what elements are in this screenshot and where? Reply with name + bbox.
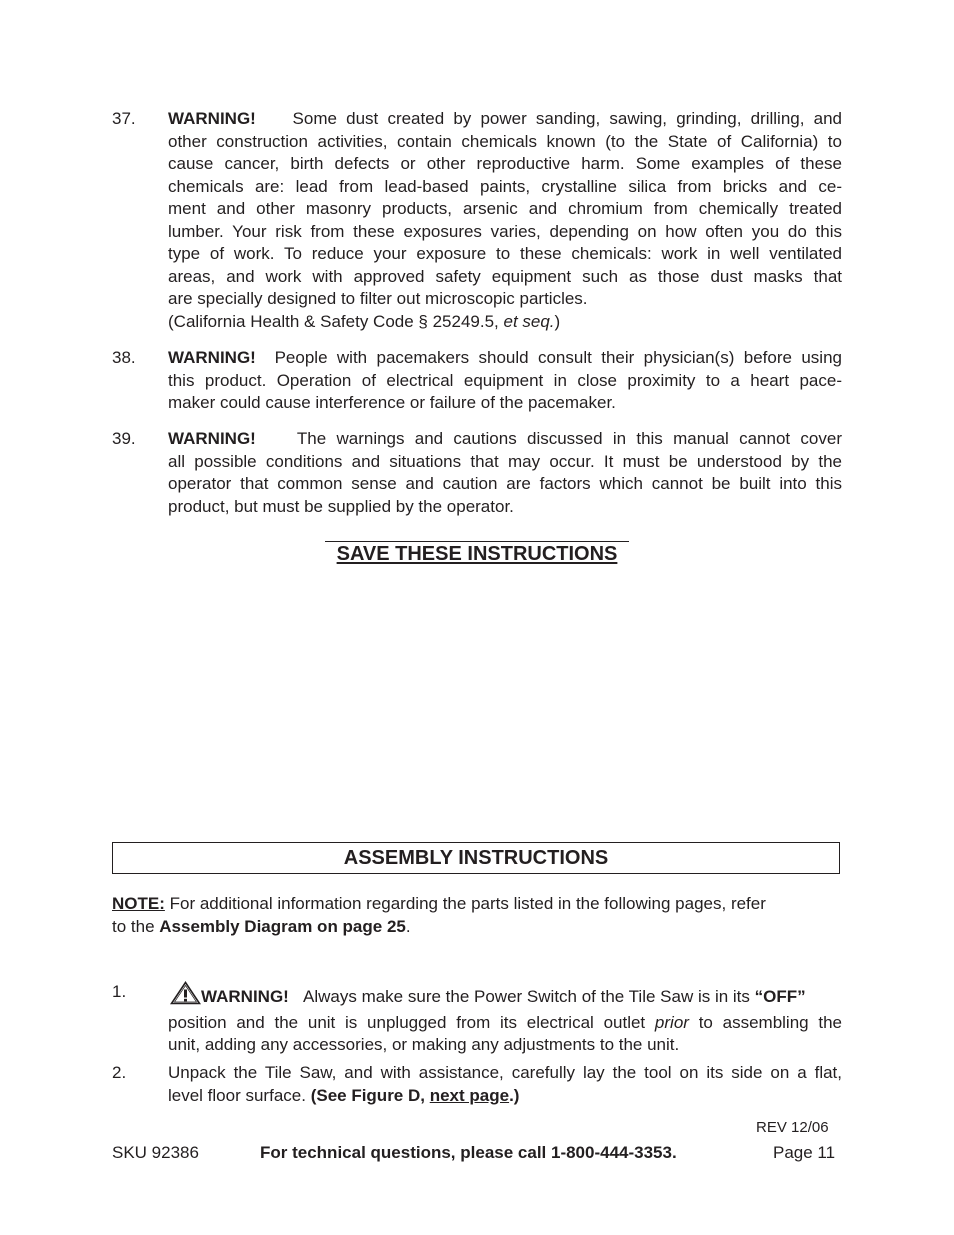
assembly-step-2 [112, 1062, 842, 1107]
warning-label: WARNING! [168, 429, 256, 448]
citation-italic: et seq. [503, 311, 555, 331]
assembly-step-1 [112, 981, 842, 1057]
assembly-note [112, 892, 852, 938]
figure-reference [311, 1086, 520, 1105]
text-line: People with pacemakers should consult their physician(s) before using [274, 348, 842, 367]
text-line: lumber. Your risk from these exposures varies, depending on how often you do this [168, 221, 842, 241]
item-text [168, 108, 842, 333]
step-number: 1. [112, 982, 127, 1001]
text-line: cause cancer, birth defects or other reproductive harm. Some examples of these [168, 154, 842, 173]
step-number: 2. [112, 1063, 127, 1082]
prior-italic: prior [654, 1012, 689, 1032]
warning-label: WARNING! [201, 987, 289, 1006]
text-line: product, but must be supplied by the operator. [168, 496, 514, 516]
diagram-reference: Assembly Diagram on page 25 [159, 917, 406, 936]
safety-item-37 [112, 108, 842, 333]
citation-text: (California Health & Safety Code § 25249.5, [168, 311, 504, 331]
note-text: . [405, 917, 411, 936]
text-line: unit, adding any accessories, or making any adjustments to the unit. [168, 1035, 680, 1054]
item-number: 37. [112, 109, 136, 128]
item-number: 39. [112, 429, 136, 448]
assembly-instructions-heading: ASSEMBLY INSTRUCTIONS [112, 842, 840, 874]
off-label: “OFF” [754, 987, 806, 1006]
text-line: areas, and work with approved safety equipment such as those dust masks that [168, 266, 842, 286]
warning-label: WARNING! [168, 348, 256, 367]
safety-item-39 [112, 428, 842, 518]
text-line: are specially designed to filter out microscopic particles. [168, 289, 588, 308]
item-text [168, 347, 842, 415]
text-line: maker could cause interference or failure of the pacemaker. [168, 393, 616, 412]
step-text [168, 981, 842, 1057]
item-number: 38. [112, 348, 136, 367]
text-line: Unpack the Tile Saw, and with assistance, carefully lay the tool on its side on a flat, [168, 1063, 842, 1082]
citation [168, 311, 842, 334]
text-line: position and the unit is unplugged from its electrical outlet [168, 1012, 655, 1032]
figure-ref-end: .) [509, 1085, 520, 1105]
note-text: For additional information regarding the parts listed in the following pages, refer [164, 894, 766, 913]
note-label: NOTE: [112, 894, 165, 913]
text-line: Some dust created by power sanding, sawing, grinding, drilling, and [292, 109, 842, 128]
text-line: type of work. To reduce your exposure to these chemicals: work in well ventilated [168, 244, 842, 263]
text-line: Always make sure the Power Switch of the Tile Saw is in its [303, 987, 755, 1006]
step-text [168, 1062, 842, 1107]
save-instructions-text: SAVE THESE INSTRUCTIONS [336, 543, 618, 565]
note-text: to the [112, 917, 160, 936]
text-line: operator that common sense and caution are factors which cannot be built into this [168, 474, 842, 493]
text-line: The warnings and cautions discussed in this manual cannot cover [296, 429, 842, 448]
next-page-link: next page [429, 1085, 510, 1105]
page-number: Page 11 [773, 1143, 836, 1162]
item-text [168, 428, 842, 518]
safety-item-38 [112, 347, 842, 415]
citation-end: ) [554, 311, 561, 331]
figure-ref-text: (See Figure D, [310, 1085, 430, 1105]
warning-triangle-icon [170, 981, 201, 1012]
text-line: other construction activities, contain chemicals known (to the State of California) to [168, 131, 842, 151]
text-line: to assembling the [688, 1012, 843, 1032]
save-instructions-heading [325, 541, 629, 565]
text-line: ment and other masonry products, arsenic and chromium from chemically treated [168, 199, 842, 218]
text-line: this product. Operation of electrical equipment in close proximity to a heart pace- [168, 370, 842, 390]
text-line: chemicals are: lead from lead-based paints, crystalline silica from bricks and ce- [168, 176, 842, 196]
revision-label: REV 12/06 [756, 1119, 829, 1136]
warning-label: WARNING! [168, 109, 256, 128]
tech-support-line: For technical questions, please call 1-800-444-3353. [260, 1143, 677, 1162]
text-line: all possible conditions and situations that may occur. It must be understood by the [168, 451, 842, 471]
sku-label: SKU 92386 [112, 1143, 199, 1162]
text-line: level floor surface. [168, 1085, 311, 1105]
